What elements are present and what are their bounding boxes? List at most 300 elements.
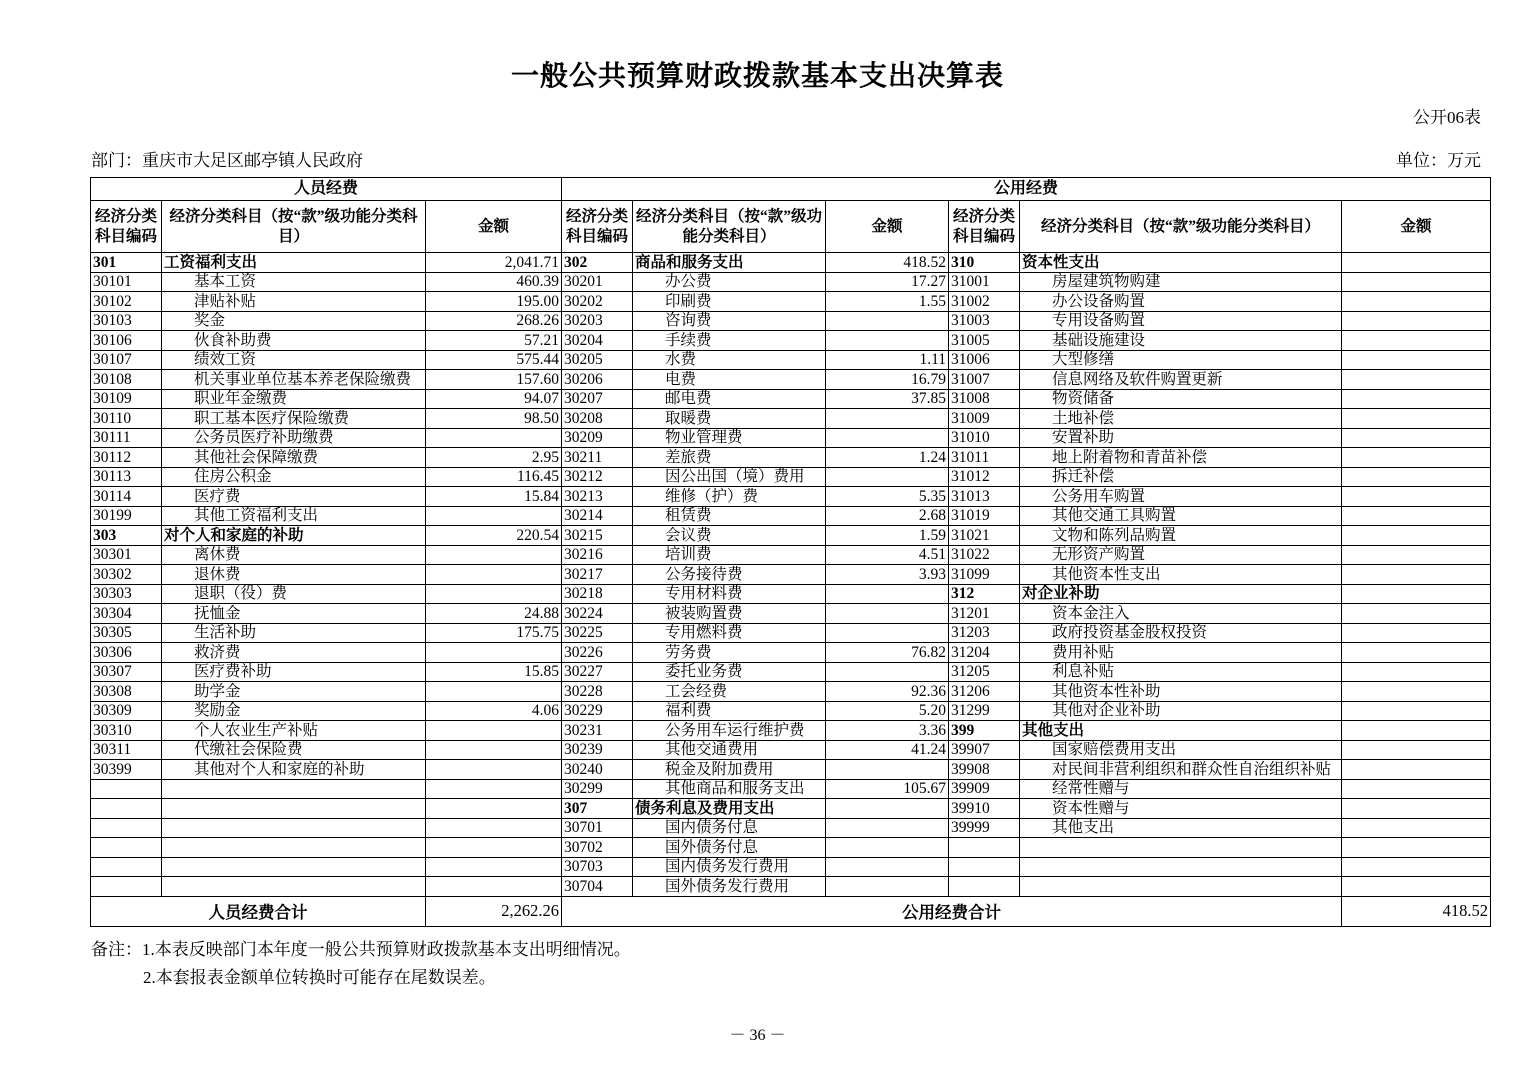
public-total-label: 公用经费合计	[562, 896, 1342, 926]
cell-code: 30301	[91, 545, 162, 565]
cell-subject: 水费	[633, 350, 826, 370]
cell-code: 30304	[91, 604, 162, 624]
cell-code: 30239	[562, 740, 633, 760]
cell-amount	[826, 623, 949, 643]
cell-subject: 税金及附加费用	[633, 760, 826, 780]
cell-code	[91, 857, 162, 877]
cell-subject: 债务利息及费用支出	[633, 799, 826, 819]
cell-subject: 退休费	[162, 565, 426, 585]
cell-amount	[1342, 448, 1491, 468]
cell-code: 39908	[949, 760, 1020, 780]
cell-code: 39907	[949, 740, 1020, 760]
cell-code: 30211	[562, 448, 633, 468]
cell-amount	[1342, 701, 1491, 721]
cell-subject: 被装购置费	[633, 604, 826, 624]
cell-amount	[426, 779, 562, 799]
cell-subject: 资本性支出	[1020, 253, 1342, 273]
cell-amount	[1342, 389, 1491, 409]
table-row	[91, 682, 1491, 702]
cell-amount	[426, 428, 562, 448]
cell-code: 30107	[91, 350, 162, 370]
table-row	[91, 877, 1491, 897]
cell-amount	[1342, 311, 1491, 331]
cell-amount: 1.11	[826, 350, 949, 370]
cell-code	[91, 779, 162, 799]
cell-code: 30214	[562, 506, 633, 526]
column-header-subject-3: 经济分类科目（按“款”级功能分类科目）	[1020, 201, 1342, 253]
cell-code: 30311	[91, 740, 162, 760]
cell-code: 30205	[562, 350, 633, 370]
cell-subject: 职工基本医疗保险缴费	[162, 409, 426, 429]
page-number: － 36 －	[729, 1027, 786, 1044]
cell-code: 30227	[562, 662, 633, 682]
cell-amount	[1342, 545, 1491, 565]
cell-subject: 委托业务费	[633, 662, 826, 682]
cell-subject	[1020, 838, 1342, 858]
table-row	[91, 643, 1491, 663]
cell-code: 312	[949, 584, 1020, 604]
cell-subject: 退职（役）费	[162, 584, 426, 604]
cell-code: 39910	[949, 799, 1020, 819]
column-header-amount-1: 金额	[426, 201, 562, 253]
cell-amount: 41.24	[826, 740, 949, 760]
table-code-label: 公开06表	[1413, 108, 1481, 127]
table-row	[91, 721, 1491, 741]
notes-block	[91, 936, 631, 991]
cell-code: 30240	[562, 760, 633, 780]
table-row	[91, 253, 1491, 273]
cell-code: 30109	[91, 389, 162, 409]
cell-subject: 其他商品和服务支出	[633, 779, 826, 799]
cell-code: 30106	[91, 331, 162, 351]
cell-amount: 418.52	[826, 253, 949, 273]
cell-amount	[826, 877, 949, 897]
table-row	[91, 623, 1491, 643]
cell-subject: 专用材料费	[633, 584, 826, 604]
cell-amount	[826, 467, 949, 487]
cell-subject: 大型修缮	[1020, 350, 1342, 370]
notes-label: 备注：	[91, 940, 142, 959]
page-title: 一般公共预算财政拨款基本支出决算表	[510, 61, 1004, 92]
cell-code: 30101	[91, 272, 162, 292]
cell-code: 30216	[562, 545, 633, 565]
cell-code: 30112	[91, 448, 162, 468]
cell-amount	[1342, 584, 1491, 604]
cell-subject: 伙食补助费	[162, 331, 426, 351]
notes-line-2: 2.本套报表金额单位转换时可能存在尾数误差。	[143, 967, 496, 987]
cell-amount	[1342, 428, 1491, 448]
cell-subject: 奖金	[162, 311, 426, 331]
cell-subject: 其他对企业补助	[1020, 701, 1342, 721]
cell-amount: 4.06	[426, 701, 562, 721]
cell-code: 30231	[562, 721, 633, 741]
cell-amount	[826, 584, 949, 604]
cell-code: 31007	[949, 370, 1020, 390]
band-header-public: 公用经费	[562, 178, 1491, 201]
cell-code: 31019	[949, 506, 1020, 526]
cell-subject	[162, 857, 426, 877]
cell-amount	[1342, 272, 1491, 292]
cell-amount: 98.50	[426, 409, 562, 429]
cell-amount	[826, 409, 949, 429]
cell-subject: 对个人和家庭的补助	[162, 526, 426, 546]
table-row	[91, 857, 1491, 877]
cell-amount: 57.21	[426, 331, 562, 351]
cell-code: 30103	[91, 311, 162, 331]
table-row	[91, 604, 1491, 624]
column-header-amount-3: 金额	[1342, 201, 1491, 253]
cell-code: 31204	[949, 643, 1020, 663]
table-row	[91, 272, 1491, 292]
column-header-amount-2: 金额	[826, 201, 949, 253]
cell-subject: 国外债务付息	[633, 838, 826, 858]
expenditure-table	[90, 177, 1491, 927]
cell-subject: 商品和服务支出	[633, 253, 826, 273]
column-header-code-2: 经济分类科目编码	[562, 201, 633, 253]
cell-amount	[826, 604, 949, 624]
cell-subject: 办公费	[633, 272, 826, 292]
cell-code: 30226	[562, 643, 633, 663]
table-row	[91, 565, 1491, 585]
column-header-code-3: 经济分类科目编码	[949, 201, 1020, 253]
cell-subject: 政府投资基金股权投资	[1020, 623, 1342, 643]
cell-amount: 5.20	[826, 701, 949, 721]
cell-code: 302	[562, 253, 633, 273]
cell-code: 30204	[562, 331, 633, 351]
cell-amount	[1342, 604, 1491, 624]
cell-subject: 维修（护）费	[633, 487, 826, 507]
cell-amount: 220.54	[426, 526, 562, 546]
cell-code: 307	[562, 799, 633, 819]
cell-subject: 国外债务发行费用	[633, 877, 826, 897]
cell-code: 31010	[949, 428, 1020, 448]
cell-code: 30218	[562, 584, 633, 604]
cell-subject: 专用设备购置	[1020, 311, 1342, 331]
table-row	[91, 428, 1491, 448]
cell-subject: 会议费	[633, 526, 826, 546]
cell-amount: 268.26	[426, 311, 562, 331]
cell-subject: 邮电费	[633, 389, 826, 409]
cell-amount: 37.85	[826, 389, 949, 409]
cell-subject: 电费	[633, 370, 826, 390]
cell-amount	[426, 838, 562, 858]
cell-amount: 24.88	[426, 604, 562, 624]
cell-code: 30306	[91, 643, 162, 663]
cell-amount	[826, 818, 949, 838]
department-label: 部门：重庆市大足区邮亭镇人民政府	[91, 151, 363, 170]
cell-code: 30217	[562, 565, 633, 585]
cell-amount	[1342, 643, 1491, 663]
cell-amount	[426, 740, 562, 760]
cell-code: 30309	[91, 701, 162, 721]
cell-code: 301	[91, 253, 162, 273]
cell-code	[949, 877, 1020, 897]
cell-subject: 抚恤金	[162, 604, 426, 624]
table-row	[91, 545, 1491, 565]
cell-code: 30299	[562, 779, 633, 799]
cell-amount: 4.51	[826, 545, 949, 565]
cell-subject: 机关事业单位基本养老保险缴费	[162, 370, 426, 390]
cell-subject: 印刷费	[633, 292, 826, 312]
cell-subject: 其他支出	[1020, 818, 1342, 838]
cell-code: 30310	[91, 721, 162, 741]
cell-amount	[1342, 857, 1491, 877]
cell-code	[91, 877, 162, 897]
cell-amount	[1342, 662, 1491, 682]
table-row	[91, 331, 1491, 351]
cell-amount	[426, 682, 562, 702]
cell-amount	[1342, 526, 1491, 546]
cell-amount: 2,041.71	[426, 253, 562, 273]
cell-amount: 1.55	[826, 292, 949, 312]
cell-code: 31002	[949, 292, 1020, 312]
cell-code: 31022	[949, 545, 1020, 565]
cell-code: 30228	[562, 682, 633, 702]
cell-amount	[1342, 409, 1491, 429]
cell-code: 30229	[562, 701, 633, 721]
cell-amount	[1342, 721, 1491, 741]
cell-subject	[162, 799, 426, 819]
cell-amount: 76.82	[826, 643, 949, 663]
cell-amount	[1342, 682, 1491, 702]
cell-amount: 17.27	[826, 272, 949, 292]
cell-subject: 福利费	[633, 701, 826, 721]
table-row	[91, 701, 1491, 721]
cell-amount	[1342, 818, 1491, 838]
table-row	[91, 506, 1491, 526]
cell-subject: 基本工资	[162, 272, 426, 292]
cell-subject: 其他资本性补助	[1020, 682, 1342, 702]
cell-subject: 奖励金	[162, 701, 426, 721]
table-row	[91, 740, 1491, 760]
cell-subject: 公务用车购置	[1020, 487, 1342, 507]
cell-code: 399	[949, 721, 1020, 741]
cell-subject: 代缴社会保险费	[162, 740, 426, 760]
cell-code: 31099	[949, 565, 1020, 585]
cell-subject: 国家赔偿费用支出	[1020, 740, 1342, 760]
cell-subject: 地上附着物和青苗补偿	[1020, 448, 1342, 468]
cell-code: 30703	[562, 857, 633, 877]
cell-code: 30702	[562, 838, 633, 858]
cell-code: 31003	[949, 311, 1020, 331]
cell-subject: 手续费	[633, 331, 826, 351]
cell-amount	[1342, 331, 1491, 351]
cell-subject: 利息补贴	[1020, 662, 1342, 682]
cell-amount	[826, 838, 949, 858]
cell-subject: 工会经费	[633, 682, 826, 702]
table-row	[91, 799, 1491, 819]
table-row	[91, 779, 1491, 799]
cell-code: 39999	[949, 818, 1020, 838]
cell-amount	[1342, 623, 1491, 643]
cell-amount	[826, 311, 949, 331]
cell-amount	[1342, 740, 1491, 760]
cell-amount	[426, 565, 562, 585]
cell-amount: 15.85	[426, 662, 562, 682]
cell-amount	[1342, 506, 1491, 526]
personnel-total-label: 人员经费合计	[91, 896, 426, 926]
cell-code: 310	[949, 253, 1020, 273]
cell-amount	[426, 545, 562, 565]
cell-subject: 培训费	[633, 545, 826, 565]
cell-subject: 津贴补贴	[162, 292, 426, 312]
cell-subject: 医疗费补助	[162, 662, 426, 682]
cell-subject: 对民间非营利组织和群众性自治组织补贴	[1020, 760, 1342, 780]
cell-amount: 175.75	[426, 623, 562, 643]
cell-subject: 取暖费	[633, 409, 826, 429]
cell-code: 30201	[562, 272, 633, 292]
cell-subject: 其他交通工具购置	[1020, 506, 1342, 526]
public-total-amount: 418.52	[1342, 896, 1491, 926]
table-body	[91, 253, 1491, 897]
cell-code: 30209	[562, 428, 633, 448]
table-row	[91, 526, 1491, 546]
cell-code: 303	[91, 526, 162, 546]
cell-subject: 其他资本性支出	[1020, 565, 1342, 585]
cell-code: 39909	[949, 779, 1020, 799]
cell-amount: 575.44	[426, 350, 562, 370]
cell-subject: 生活补助	[162, 623, 426, 643]
cell-amount	[1342, 779, 1491, 799]
cell-subject: 住房公积金	[162, 467, 426, 487]
cell-code: 30212	[562, 467, 633, 487]
cell-subject	[1020, 857, 1342, 877]
table-row	[91, 389, 1491, 409]
cell-amount	[1342, 877, 1491, 897]
notes-text-1: 1.本表反映部门本年度一般公共预算财政拨款基本支出明细情况。	[142, 940, 631, 959]
cell-amount: 2.68	[826, 506, 949, 526]
cell-amount: 16.79	[826, 370, 949, 390]
cell-amount	[1342, 292, 1491, 312]
table-total-row	[91, 896, 1491, 926]
cell-subject: 差旅费	[633, 448, 826, 468]
cell-subject: 房屋建筑物购建	[1020, 272, 1342, 292]
table-row	[91, 448, 1491, 468]
cell-subject: 劳务费	[633, 643, 826, 663]
cell-code: 30113	[91, 467, 162, 487]
table-row	[91, 370, 1491, 390]
cell-code	[949, 838, 1020, 858]
cell-subject: 办公设备购置	[1020, 292, 1342, 312]
cell-subject: 对企业补助	[1020, 584, 1342, 604]
cell-subject: 信息网络及软件购置更新	[1020, 370, 1342, 390]
cell-code: 30102	[91, 292, 162, 312]
cell-amount	[826, 662, 949, 682]
table-row	[91, 311, 1491, 331]
cell-code: 30202	[562, 292, 633, 312]
cell-subject: 文物和陈列品购置	[1020, 526, 1342, 546]
table-row	[91, 760, 1491, 780]
cell-subject: 个人农业生产补贴	[162, 721, 426, 741]
table-row	[91, 350, 1491, 370]
cell-code	[91, 799, 162, 819]
cell-subject: 助学金	[162, 682, 426, 702]
table-column-header-row	[91, 201, 1491, 253]
column-header-subject-2: 经济分类科目（按“款”级功能分类科目）	[633, 201, 826, 253]
cell-subject	[162, 818, 426, 838]
band-header-personnel: 人员经费	[91, 178, 562, 201]
cell-subject	[162, 877, 426, 897]
cell-subject: 其他对个人和家庭的补助	[162, 760, 426, 780]
cell-subject: 经常性赠与	[1020, 779, 1342, 799]
cell-code: 30303	[91, 584, 162, 604]
cell-subject: 工资福利支出	[162, 253, 426, 273]
cell-subject: 国内债务付息	[633, 818, 826, 838]
cell-code: 30308	[91, 682, 162, 702]
cell-subject: 职业年金缴费	[162, 389, 426, 409]
cell-code: 31201	[949, 604, 1020, 624]
cell-subject: 资本金注入	[1020, 604, 1342, 624]
cell-amount	[1342, 350, 1491, 370]
cell-subject: 物业管理费	[633, 428, 826, 448]
cell-amount	[426, 818, 562, 838]
cell-code	[91, 818, 162, 838]
cell-amount: 195.00	[426, 292, 562, 312]
table-row	[91, 818, 1491, 838]
cell-code: 30114	[91, 487, 162, 507]
cell-code: 31013	[949, 487, 1020, 507]
cell-code	[91, 838, 162, 858]
cell-amount	[1342, 487, 1491, 507]
cell-code: 31021	[949, 526, 1020, 546]
cell-subject: 国内债务发行费用	[633, 857, 826, 877]
cell-amount	[1342, 838, 1491, 858]
table-row	[91, 467, 1491, 487]
cell-amount	[826, 799, 949, 819]
cell-amount: 105.67	[826, 779, 949, 799]
cell-code: 30704	[562, 877, 633, 897]
cell-code: 30305	[91, 623, 162, 643]
table-row	[91, 409, 1491, 429]
notes-line-1	[91, 936, 631, 964]
table-row	[91, 487, 1491, 507]
cell-subject: 资本性赠与	[1020, 799, 1342, 819]
cell-amount	[426, 877, 562, 897]
cell-subject: 土地补偿	[1020, 409, 1342, 429]
cell-subject: 其他支出	[1020, 721, 1342, 741]
cell-subject: 租赁费	[633, 506, 826, 526]
cell-subject: 医疗费	[162, 487, 426, 507]
cell-subject: 公务接待费	[633, 565, 826, 585]
cell-subject: 公务用车运行维护费	[633, 721, 826, 741]
cell-subject: 安置补助	[1020, 428, 1342, 448]
cell-code: 30302	[91, 565, 162, 585]
cell-code: 30224	[562, 604, 633, 624]
cell-code: 30108	[91, 370, 162, 390]
cell-subject	[162, 779, 426, 799]
cell-subject: 其他交通费用	[633, 740, 826, 760]
cell-code: 31006	[949, 350, 1020, 370]
cell-subject: 公务员医疗补助缴费	[162, 428, 426, 448]
column-header-code-1: 经济分类科目编码	[91, 201, 162, 253]
cell-amount: 1.24	[826, 448, 949, 468]
cell-subject: 咨询费	[633, 311, 826, 331]
cell-amount	[426, 799, 562, 819]
cell-amount	[426, 643, 562, 663]
cell-code: 31203	[949, 623, 1020, 643]
cell-subject: 绩效工资	[162, 350, 426, 370]
cell-amount: 5.35	[826, 487, 949, 507]
cell-amount	[426, 760, 562, 780]
cell-subject: 拆迁补偿	[1020, 467, 1342, 487]
cell-amount: 3.93	[826, 565, 949, 585]
cell-subject: 救济费	[162, 643, 426, 663]
cell-subject: 离休费	[162, 545, 426, 565]
cell-amount	[826, 428, 949, 448]
cell-amount	[1342, 799, 1491, 819]
cell-amount	[426, 721, 562, 741]
personnel-total-amount: 2,262.26	[426, 896, 562, 926]
